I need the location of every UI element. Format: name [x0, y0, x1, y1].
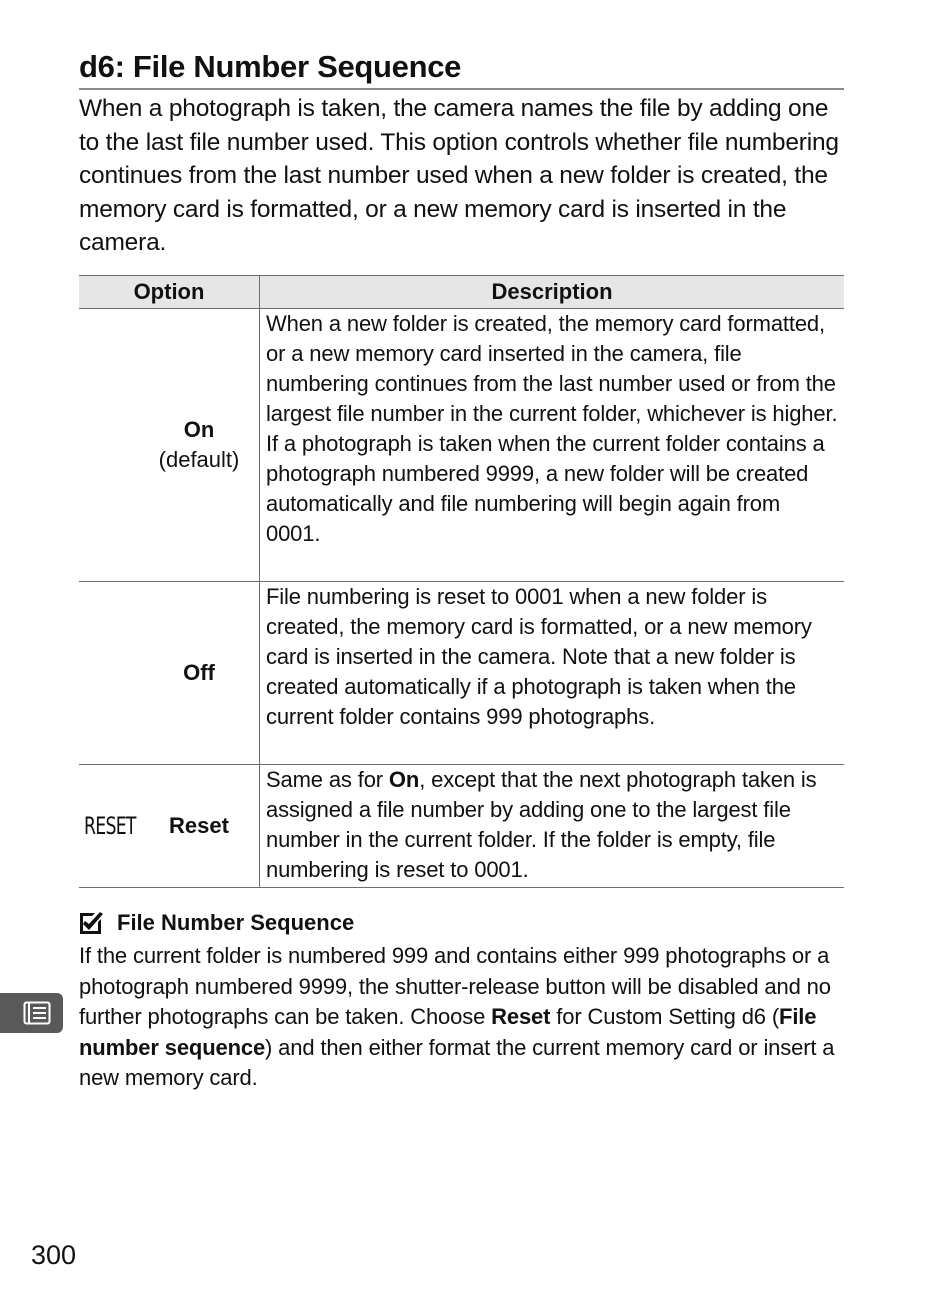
- checkmark-icon: [79, 911, 103, 935]
- note-text-3: ) and then either format the current memory card or insert a new memory card.: [79, 1034, 835, 1090]
- table-header-row: [79, 276, 844, 309]
- option-on-default-note: (default): [158, 447, 240, 472]
- option-reset-label: Reset: [169, 813, 229, 838]
- description-reset-bold-on: On: [388, 767, 420, 792]
- table-row-off: [79, 582, 844, 765]
- reset-icon: RESET: [84, 812, 136, 840]
- description-off: File numbering is reset to 0001 when a new folder is created, the memory card is formatted, or a new memory card is inserted in the camera. Note that a new folder is created automatically if a photograph is taken when the current folder contains 999 photographs.: [260, 582, 845, 765]
- header-description: Description: [260, 276, 845, 309]
- description-reset-text-1: Same as for: [266, 767, 389, 792]
- table-row-on: [79, 309, 844, 582]
- option-on-label: On: [183, 417, 215, 442]
- page-title: d6: File Number Sequence: [79, 49, 462, 84]
- note-header: [79, 905, 354, 941]
- note-title: File Number Sequence: [117, 910, 355, 935]
- note-bold-reset: Reset: [491, 1004, 551, 1029]
- table-row-reset: [79, 765, 844, 888]
- title-rule: [79, 88, 844, 90]
- option-cell-reset: [79, 765, 260, 888]
- description-reset-text-2: , except that the next photograph taken is assigned a file number by adding one to the largest file number in the current folder. If the folder is empty, file numbering is reset to 0001.: [266, 767, 817, 882]
- option-cell-off: [79, 582, 260, 765]
- description-reset: [260, 765, 845, 888]
- intro-paragraph: When a photograph is taken, the camera names the file by adding one to the last file number used. This option controls whether file numbering continues from the last number used when a new folder is created, the memory card is formatted, or a new memory card is inserted in the camera.: [79, 95, 839, 256]
- options-table: [79, 275, 844, 888]
- note-text-2: for Custom Setting d6 (: [550, 1004, 780, 1029]
- custom-settings-menu-icon: [23, 1001, 51, 1025]
- header-option: Option: [79, 276, 260, 309]
- option-cell-on: [79, 309, 260, 582]
- page-number: 300: [31, 1240, 77, 1270]
- note-bold-file-number-sequence: File number sequence: [79, 1004, 817, 1060]
- section-side-tab: [0, 993, 63, 1033]
- option-off-label: Off: [183, 660, 215, 685]
- note-text-1: If the current folder is numbered 999 and contains either 999 photographs or a photograph numbered 9999, the shutter-release button will be disabled and no further photographs can be taken. Choose: [79, 943, 831, 1029]
- description-on: When a new folder is created, the memory card formatted, or a new memory card inserted in the camera, file numbering continues from the last number used or from the largest file number in the current folder, whichever is higher. If a photograph is taken when the current folder contains a photograph numbered 9999, a new folder will be created automatically and file numbering will begin again from 0001.: [260, 309, 845, 582]
- note-body: [79, 941, 849, 1094]
